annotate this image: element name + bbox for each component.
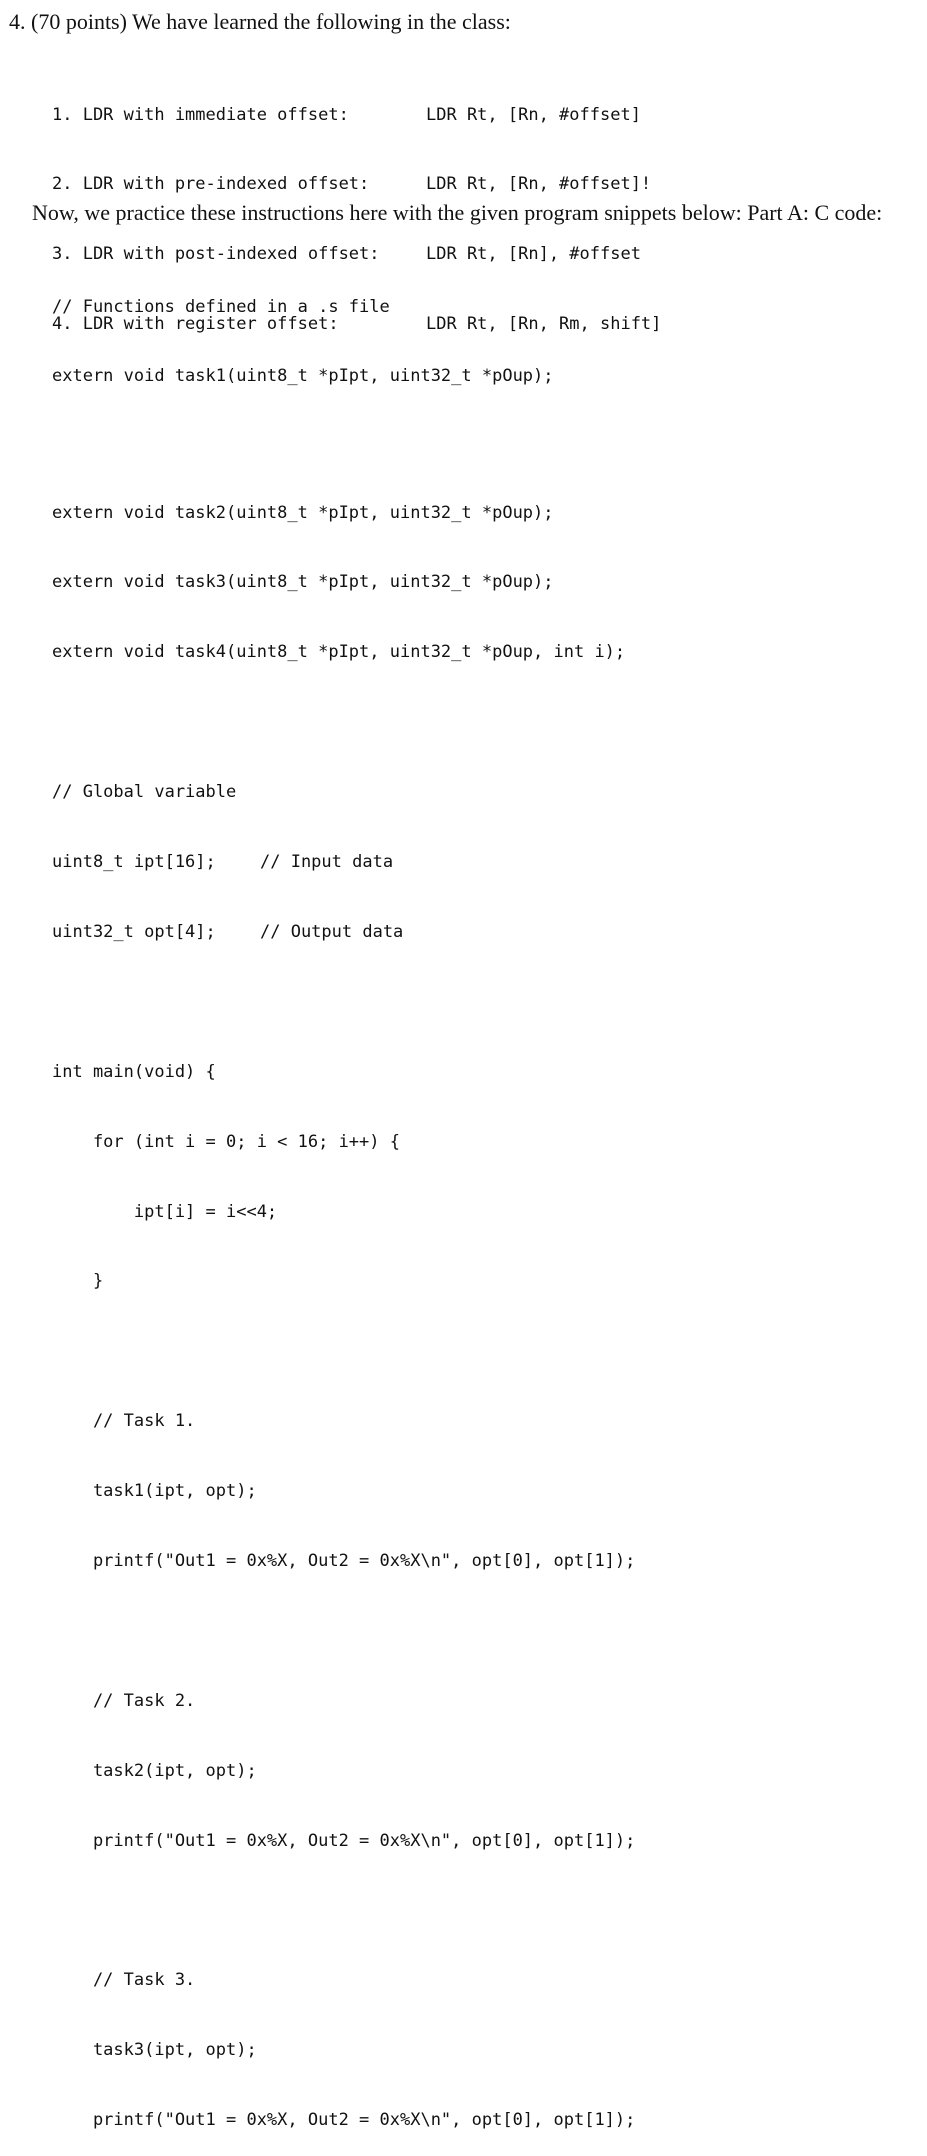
code-line: printf("Out1 = 0x%X, Out2 = 0x%X\n", opt[0], opt[1]);	[52, 1830, 636, 1851]
code-line: extern void task3(uint8_t *pIpt, uint32_t *pOup);	[52, 572, 554, 593]
code-line: // Global variable	[52, 782, 237, 803]
global-comment: // Output data	[260, 921, 404, 942]
code-line: for (int i = 0; i < 16; i++) {	[52, 1131, 400, 1152]
ldr-form-row	[52, 173, 661, 196]
ldr-form-desc: 1. LDR with immediate offset:	[52, 104, 349, 125]
code-line: extern void task1(uint8_t *pIpt, uint32_t *pOup);	[52, 366, 554, 387]
code-line: extern void task4(uint8_t *pIpt, uint32_t *pOup, int i);	[52, 642, 626, 663]
code-line: ipt[i] = i<<4;	[52, 1201, 278, 1222]
ldr-form-syntax: LDR Rt, [Rn, #offset]!	[426, 174, 652, 195]
global-comment: // Input data	[260, 852, 394, 873]
ldr-form-syntax: LDR Rt, [Rn], #offset	[426, 244, 641, 265]
question-header: 4. (70 points) We have learned the following in the class:	[9, 9, 511, 34]
code-line	[52, 921, 635, 944]
ldr-form-desc: 4. LDR with register offset:	[52, 314, 339, 335]
ldr-form-syntax: LDR Rt, [Rn, Rm, shift]	[426, 314, 662, 335]
code-line: // Task 2.	[52, 1690, 196, 1711]
code-line: task3(ipt, opt);	[52, 2040, 257, 2061]
code-line: // Task 3.	[52, 1970, 196, 1991]
code-line: }	[52, 1271, 104, 1292]
code-line: printf("Out1 = 0x%X, Out2 = 0x%X\n", opt[0], opt[1]);	[52, 1550, 636, 1571]
ldr-form-syntax: LDR Rt, [Rn, #offset]	[426, 104, 641, 125]
code-line: task2(ipt, opt);	[52, 1760, 257, 1781]
code-line: task1(ipt, opt);	[52, 1481, 257, 1502]
ldr-form-desc: 3. LDR with post-indexed offset:	[52, 244, 380, 265]
intro-text: Now, we practice these instructions here with the given program snippets below: Part A: C code:	[32, 200, 883, 225]
global-decl: uint8_t ipt[16];	[52, 852, 216, 873]
code-line	[52, 851, 635, 874]
global-decl: uint32_t opt[4];	[52, 921, 216, 942]
code-line: // Functions defined in a .s file	[52, 296, 390, 317]
code-line: printf("Out1 = 0x%X, Out2 = 0x%X\n", opt[0], opt[1]);	[52, 2110, 636, 2131]
code-snippet-main	[52, 455, 635, 2156]
ldr-form-row	[52, 104, 661, 127]
code-line: extern void task2(uint8_t *pIpt, uint32_t *pOup);	[52, 502, 554, 523]
code-line	[52, 1620, 635, 1643]
code-line	[52, 1340, 635, 1363]
code-line: int main(void) {	[52, 1061, 216, 1082]
code-line	[52, 1899, 635, 1922]
code-snippet-top	[52, 249, 554, 412]
ldr-form-desc: 2. LDR with pre-indexed offset:	[52, 174, 370, 195]
code-line: // Task 1.	[52, 1411, 196, 1432]
